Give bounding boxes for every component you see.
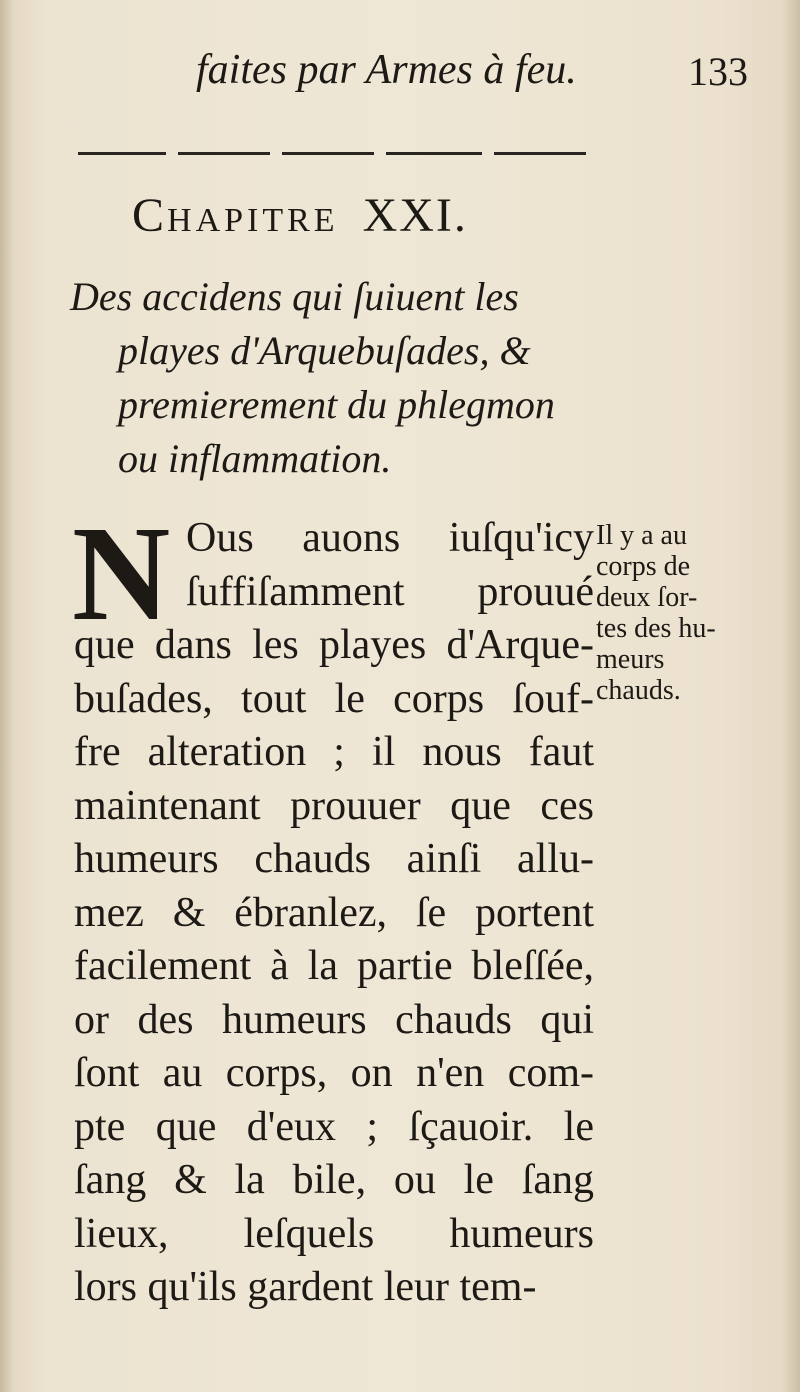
body-line: or des humeurs chauds qui [74,996,594,1043]
running-head: faites par Armes à feu. [196,47,577,93]
chapter-heading-word: HAPITRE [167,202,339,239]
body-line: facilement à la partie bleſſée, [74,943,594,989]
body-line: lors qu'ils gardent leur tem- [74,1264,537,1310]
margin-note-line: chauds. [596,675,681,706]
chapter-number: XXI. [362,189,468,242]
body-line: ſuffiſamment prouué [186,568,594,615]
chapter-title [70,270,630,486]
chapter-heading-cap: C [132,189,168,242]
chapter-title-line: premierement du phlegmon [118,382,555,427]
margin-note-line: corps de [596,551,691,582]
body-line: ſont au corps, on n'en com- [74,1050,594,1096]
body-line: mez & ébranlez, ſe portent [74,889,594,936]
body-line: lieux, leſquels humeurs [74,1210,594,1257]
body-line: que dans les playes d'Arque- [74,622,594,668]
body-text [74,512,594,1315]
margin-note [596,520,746,706]
body-line: ſang & la bile, ou le ſang [74,1157,594,1203]
chapter-title-line: Des accidens qui ſuiuent les [70,274,519,319]
margin-note-line: Il y a au [596,520,687,551]
margin-note-line: meurs [596,644,665,675]
body-line: fre alteration ; il nous faut [74,729,594,775]
body-line: Ous auons iuſqu'icy [186,515,594,561]
page-edge-shadow-right [782,0,800,1392]
chapter-title-line: ou inflammation. [118,436,392,481]
page-edge-shadow-left [0,0,14,1392]
body-line: buſades, tout le corps ſouf- [74,675,594,722]
chapter-heading [132,188,468,243]
margin-note-line: deux ſor- [596,582,698,613]
body-line: maintenant prouuer que ces [74,782,594,829]
body-line: humeurs chauds ainſi allu- [74,836,594,882]
ornamental-rule [78,150,586,156]
drop-cap: N [72,520,171,620]
margin-note-line: tes des hu- [596,613,716,644]
chapter-title-line: playes d'Arquebuſades, & [118,328,531,373]
page-number: 133 [688,49,748,94]
body-line: pte que d'eux ; ſçauoir. le [74,1103,594,1150]
